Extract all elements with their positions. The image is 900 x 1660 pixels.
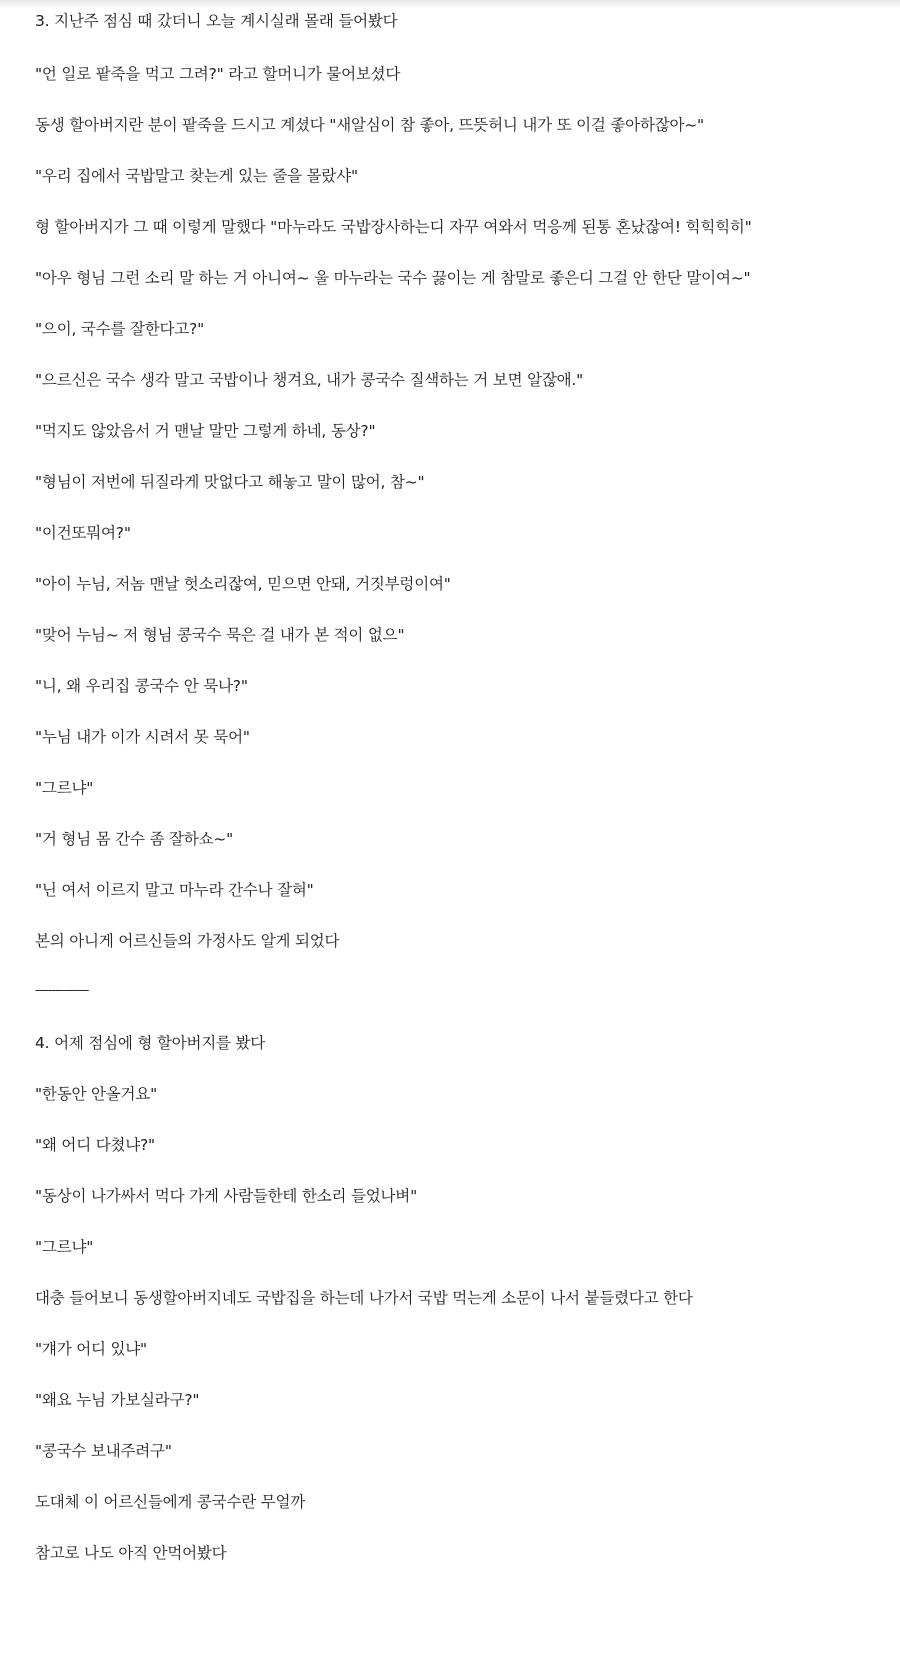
paragraph: "언 일로 팥죽을 먹고 그려?" 라고 할머니가 물어보셨다 — [35, 65, 401, 83]
paragraph: 대충 들어보니 동생할아버지네도 국밥집을 하는데 나가서 국밥 먹는게 소문이 나서 붙들렸다고 한다 — [35, 1289, 693, 1307]
paragraph: "한동안 안올거요" — [35, 1085, 157, 1103]
paragraph: 도대체 이 어르신들에게 콩국수란 무얼까 — [35, 1493, 306, 1511]
paragraph: "으이, 국수를 잘한다고?" — [35, 320, 205, 338]
paragraph: "아우 형님 그런 소리 말 하는 거 아니여~ 울 마누라는 국수 끓이는 게 참말로 좋은디 그걸 안 한단 말이여~" — [35, 269, 751, 287]
paragraph: "으르신은 국수 생각 말고 국밥이나 챙겨요, 내가 콩국수 질색하는 거 보면 알잖애." — [35, 371, 584, 389]
paragraph: 4. 어제 점심에 형 할아버지를 봤다 — [35, 1034, 266, 1052]
paragraph: "왜요 누님 가보실라구?" — [35, 1391, 200, 1409]
paragraph: "그르냐" — [35, 1238, 94, 1256]
paragraph: "이건또뭐여?" — [35, 524, 131, 542]
paragraph: "맞어 누님~ 저 형님 콩국수 묵은 걸 내가 본 적이 없으" — [35, 626, 405, 644]
paragraph: 참고로 나도 아직 안먹어봤다 — [35, 1544, 227, 1562]
paragraph: "누님 내가 이가 시려서 못 묵어" — [35, 728, 250, 746]
paragraph: 형 할아버지가 그 때 이렇게 말했다 "마누라도 국밥장사하는디 자꾸 여와서 먹응께 된통 혼났잖여! 힉힉힉히" — [35, 218, 752, 236]
paragraph: "왜 어디 다쳤냐?" — [35, 1136, 155, 1154]
paragraph: "거 형님 몸 간수 좀 잘하쇼~" — [35, 830, 234, 848]
paragraph: "아이 누님, 저놈 맨날 헛소리잖여, 믿으면 안돼, 거짓부렁이여" — [35, 575, 451, 593]
paragraph: "형님이 저번에 뒤질라게 맛없다고 해놓고 말이 많어, 참~" — [35, 473, 425, 491]
paragraph: 3. 지난주 점심 때 갔더니 오늘 계시실래 몰래 들어봤다 — [35, 12, 398, 30]
paragraph: "콩국수 보내주려구" — [35, 1442, 172, 1460]
paragraph: "그르냐" — [35, 779, 94, 797]
paragraph: "우리 집에서 국밥말고 찾는게 있는 줄을 몰랐샤" — [35, 167, 358, 185]
paragraph: "동상이 나가싸서 먹다 가게 사람들한테 한소리 들었나벼" — [35, 1187, 418, 1205]
paragraph: "닌 여서 이르지 말고 마누라 간수나 잘혀" — [35, 881, 314, 899]
paragraph: 본의 아니게 어르신들의 가정사도 알게 되었다 — [35, 932, 340, 950]
paragraph: "걔가 어디 있냐" — [35, 1340, 147, 1358]
top-shadow — [0, 0, 900, 8]
paragraph: "니, 왜 우리집 콩국수 안 묵나?" — [35, 677, 248, 695]
section-divider: ---------------- — [35, 983, 89, 997]
paragraph: 동생 할아버지란 분이 팥죽을 드시고 계셨다 "새알심이 참 좋아, 뜨뜻허니 내가 또 이걸 좋아하잖아~" — [35, 116, 704, 134]
paragraph: "먹지도 않았음서 거 맨날 말만 그렇게 하네, 동상?" — [35, 422, 376, 440]
